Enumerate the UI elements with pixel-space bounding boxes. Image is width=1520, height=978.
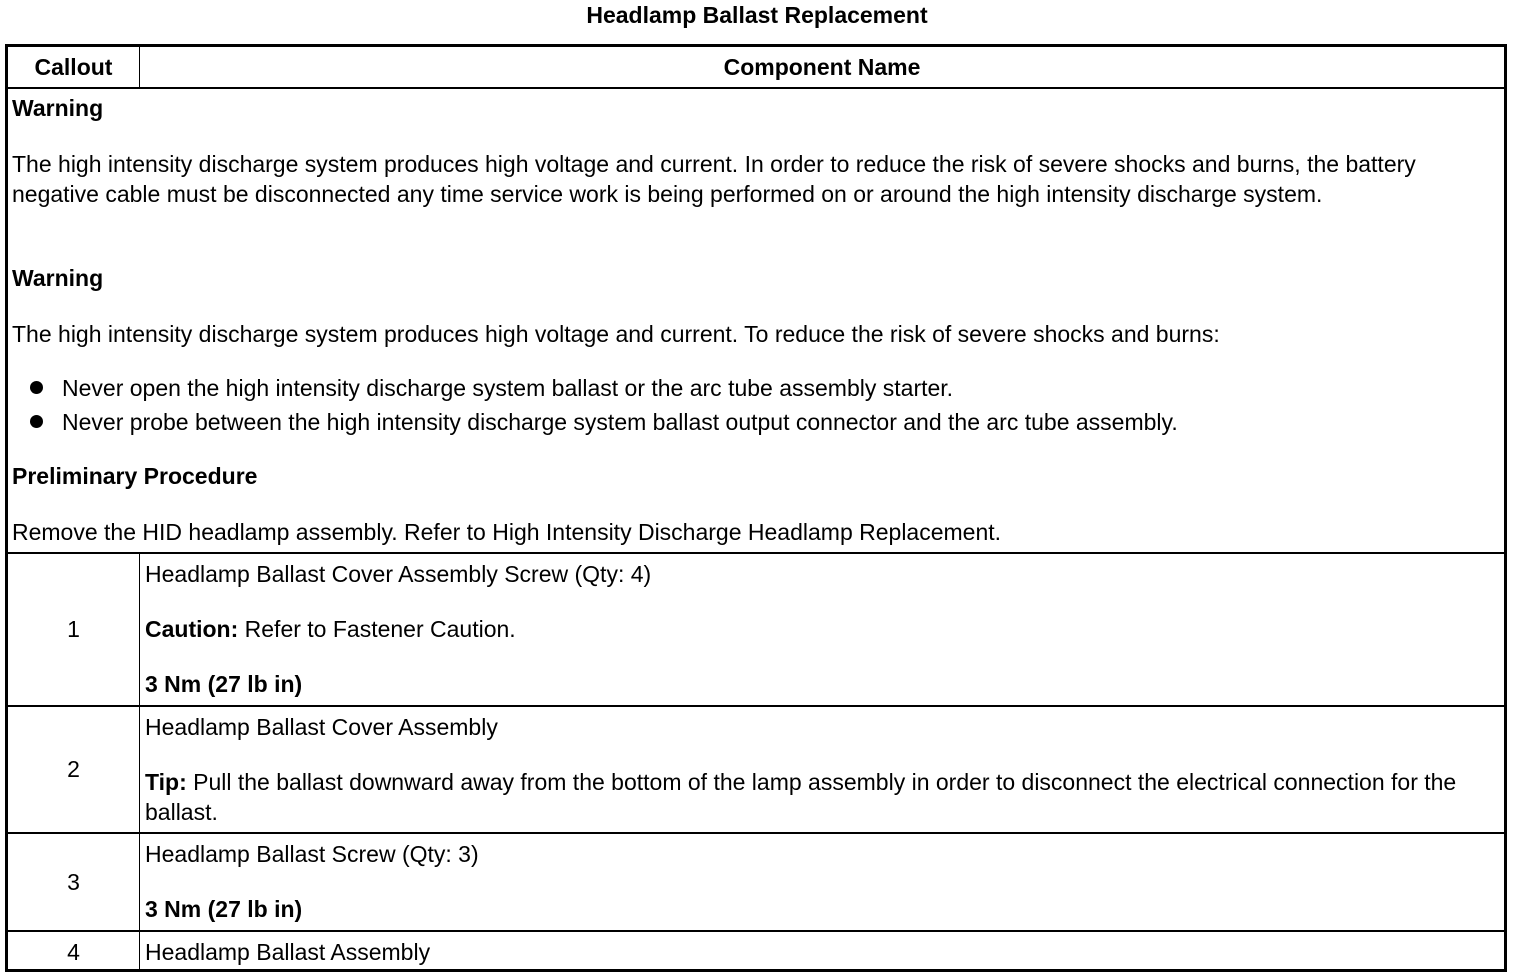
tip-note: [145, 767, 1496, 827]
component-name: Headlamp Ballast Cover Assembly Screw (Qty: 4): [145, 561, 652, 587]
caution-note: [145, 614, 1496, 644]
caution-label: Caution:: [145, 616, 239, 642]
table-row: [8, 552, 1504, 705]
preliminary-heading: Preliminary Procedure: [12, 463, 258, 489]
preliminary-text: Remove the HID headlamp assembly. Refer to High Intensity Discharge Headlamp Replacement.: [12, 519, 1002, 545]
table-row: [8, 930, 1504, 972]
table-row: [8, 705, 1504, 832]
torque-spec: 3 Nm (27 lb in): [145, 896, 303, 922]
header-component-name: Component Name: [723, 54, 921, 80]
table-header: [8, 47, 1504, 89]
callout-number: 2: [8, 707, 140, 832]
caution-text: Refer to Fastener Caution.: [238, 616, 516, 642]
callout-number: 3: [8, 834, 140, 930]
bullet-text: Never open the high intensity discharge system ballast or the arc tube assembly starter.: [62, 375, 954, 401]
component-name: Headlamp Ballast Cover Assembly: [145, 714, 498, 740]
tip-label: Tip:: [145, 769, 187, 795]
warning-heading-2: Warning: [12, 265, 104, 291]
warning-heading-1: Warning: [12, 95, 104, 121]
bullet-text: Never probe between the high intensity discharge system ballast output connector and the arc tube assembly.: [62, 409, 1178, 435]
bullet-icon: [30, 415, 43, 428]
procedure-table: [5, 44, 1507, 972]
page-title: Headlamp Ballast Replacement: [586, 2, 928, 28]
header-callout: Callout: [8, 47, 140, 87]
bullet-icon: [30, 381, 43, 394]
component-name: Headlamp Ballast Screw (Qty: 3): [145, 841, 479, 867]
component-name: Headlamp Ballast Assembly: [145, 939, 431, 965]
table-row: [8, 832, 1504, 930]
callout-number: 4: [8, 932, 140, 972]
torque-spec: 3 Nm (27 lb in): [145, 671, 303, 697]
warning-text-2: The high intensity discharge system produces high voltage and current. To reduce the risk of severe shocks and burns:: [12, 321, 1220, 347]
tip-text: Pull the ballast downward away from the bottom of the lamp assembly in order to disconnect the electrical connection for the ballast.: [145, 769, 1457, 825]
warning-text-1: The high intensity discharge system produces high voltage and current. In order to reduce the risk of severe shocks and burns, the battery negative cable must be disconnected any time service work is being performed on or around the high intensity discharge system.: [12, 151, 1416, 207]
callout-number: 1: [8, 554, 140, 705]
